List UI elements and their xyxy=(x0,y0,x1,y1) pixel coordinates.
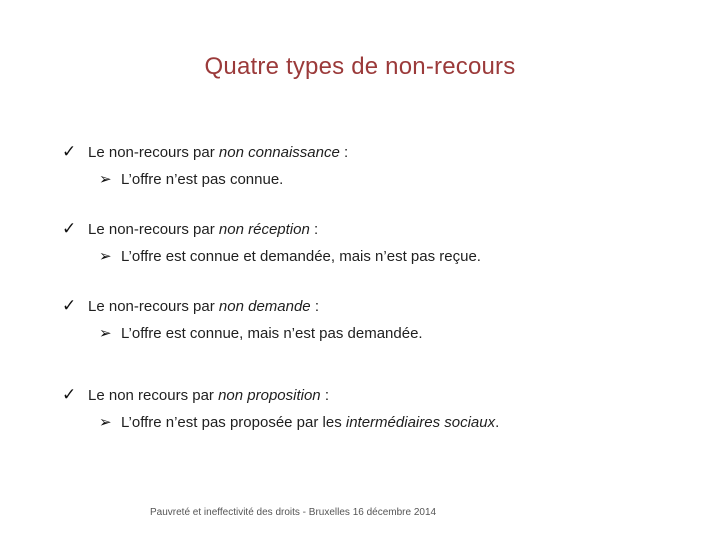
arrow-right-icon: ➢ xyxy=(99,247,112,265)
item-subpoint xyxy=(62,244,702,268)
item-emphasis: non proposition xyxy=(218,387,321,404)
item-text-after: : xyxy=(309,221,319,238)
checkmark-icon: ✓ xyxy=(62,385,77,405)
checkmark-icon: ✓ xyxy=(62,219,77,239)
item-heading xyxy=(62,294,702,318)
item-emphasis: non demande xyxy=(218,298,311,315)
item-heading xyxy=(62,140,702,164)
arrow-right-icon: ➢ xyxy=(99,170,112,188)
arrow-right-icon: ➢ xyxy=(99,324,112,342)
item-text-after: : xyxy=(310,298,319,315)
item-emphasis: non réception xyxy=(218,221,310,238)
subpoint-text: L’offre n’est pas connue. xyxy=(121,171,284,188)
slide-footer: Pauvreté et ineffectivité des droits - Bruxelles 16 décembre 2014 xyxy=(150,507,437,518)
item-text: Le non-recours par xyxy=(88,221,219,238)
item-text-after: : xyxy=(320,387,329,404)
list-item xyxy=(62,140,702,191)
checkmark-icon: ✓ xyxy=(62,142,77,162)
arrow-right-icon: ➢ xyxy=(99,413,112,431)
checkmark-icon: ✓ xyxy=(62,296,77,316)
item-text-after: : xyxy=(339,144,349,161)
list-item xyxy=(62,217,702,268)
item-text: Le non-recours par xyxy=(88,298,219,315)
subpoint-text: L’offre est connue et demandée, mais n’est pas reçue. xyxy=(121,248,481,265)
subpoint-emphasis: intermédiaires sociaux xyxy=(345,414,496,431)
list-item xyxy=(62,294,702,345)
item-emphasis: non connaissance xyxy=(218,144,340,161)
subpoint-text: L’offre est connue, mais n’est pas demandée. xyxy=(121,325,423,342)
item-subpoint xyxy=(62,321,702,345)
subpoint-text-after: . xyxy=(495,414,500,431)
item-heading xyxy=(62,383,702,407)
item-text: Le non recours par xyxy=(88,387,219,404)
slide-title: Quatre types de non-recours xyxy=(204,53,516,80)
item-subpoint xyxy=(62,410,702,434)
item-text: Le non-recours par xyxy=(88,144,219,161)
item-subpoint xyxy=(62,167,702,191)
list-item xyxy=(62,383,702,434)
item-heading xyxy=(62,217,702,241)
subpoint-text: L’offre n’est pas proposée par les xyxy=(121,414,346,431)
